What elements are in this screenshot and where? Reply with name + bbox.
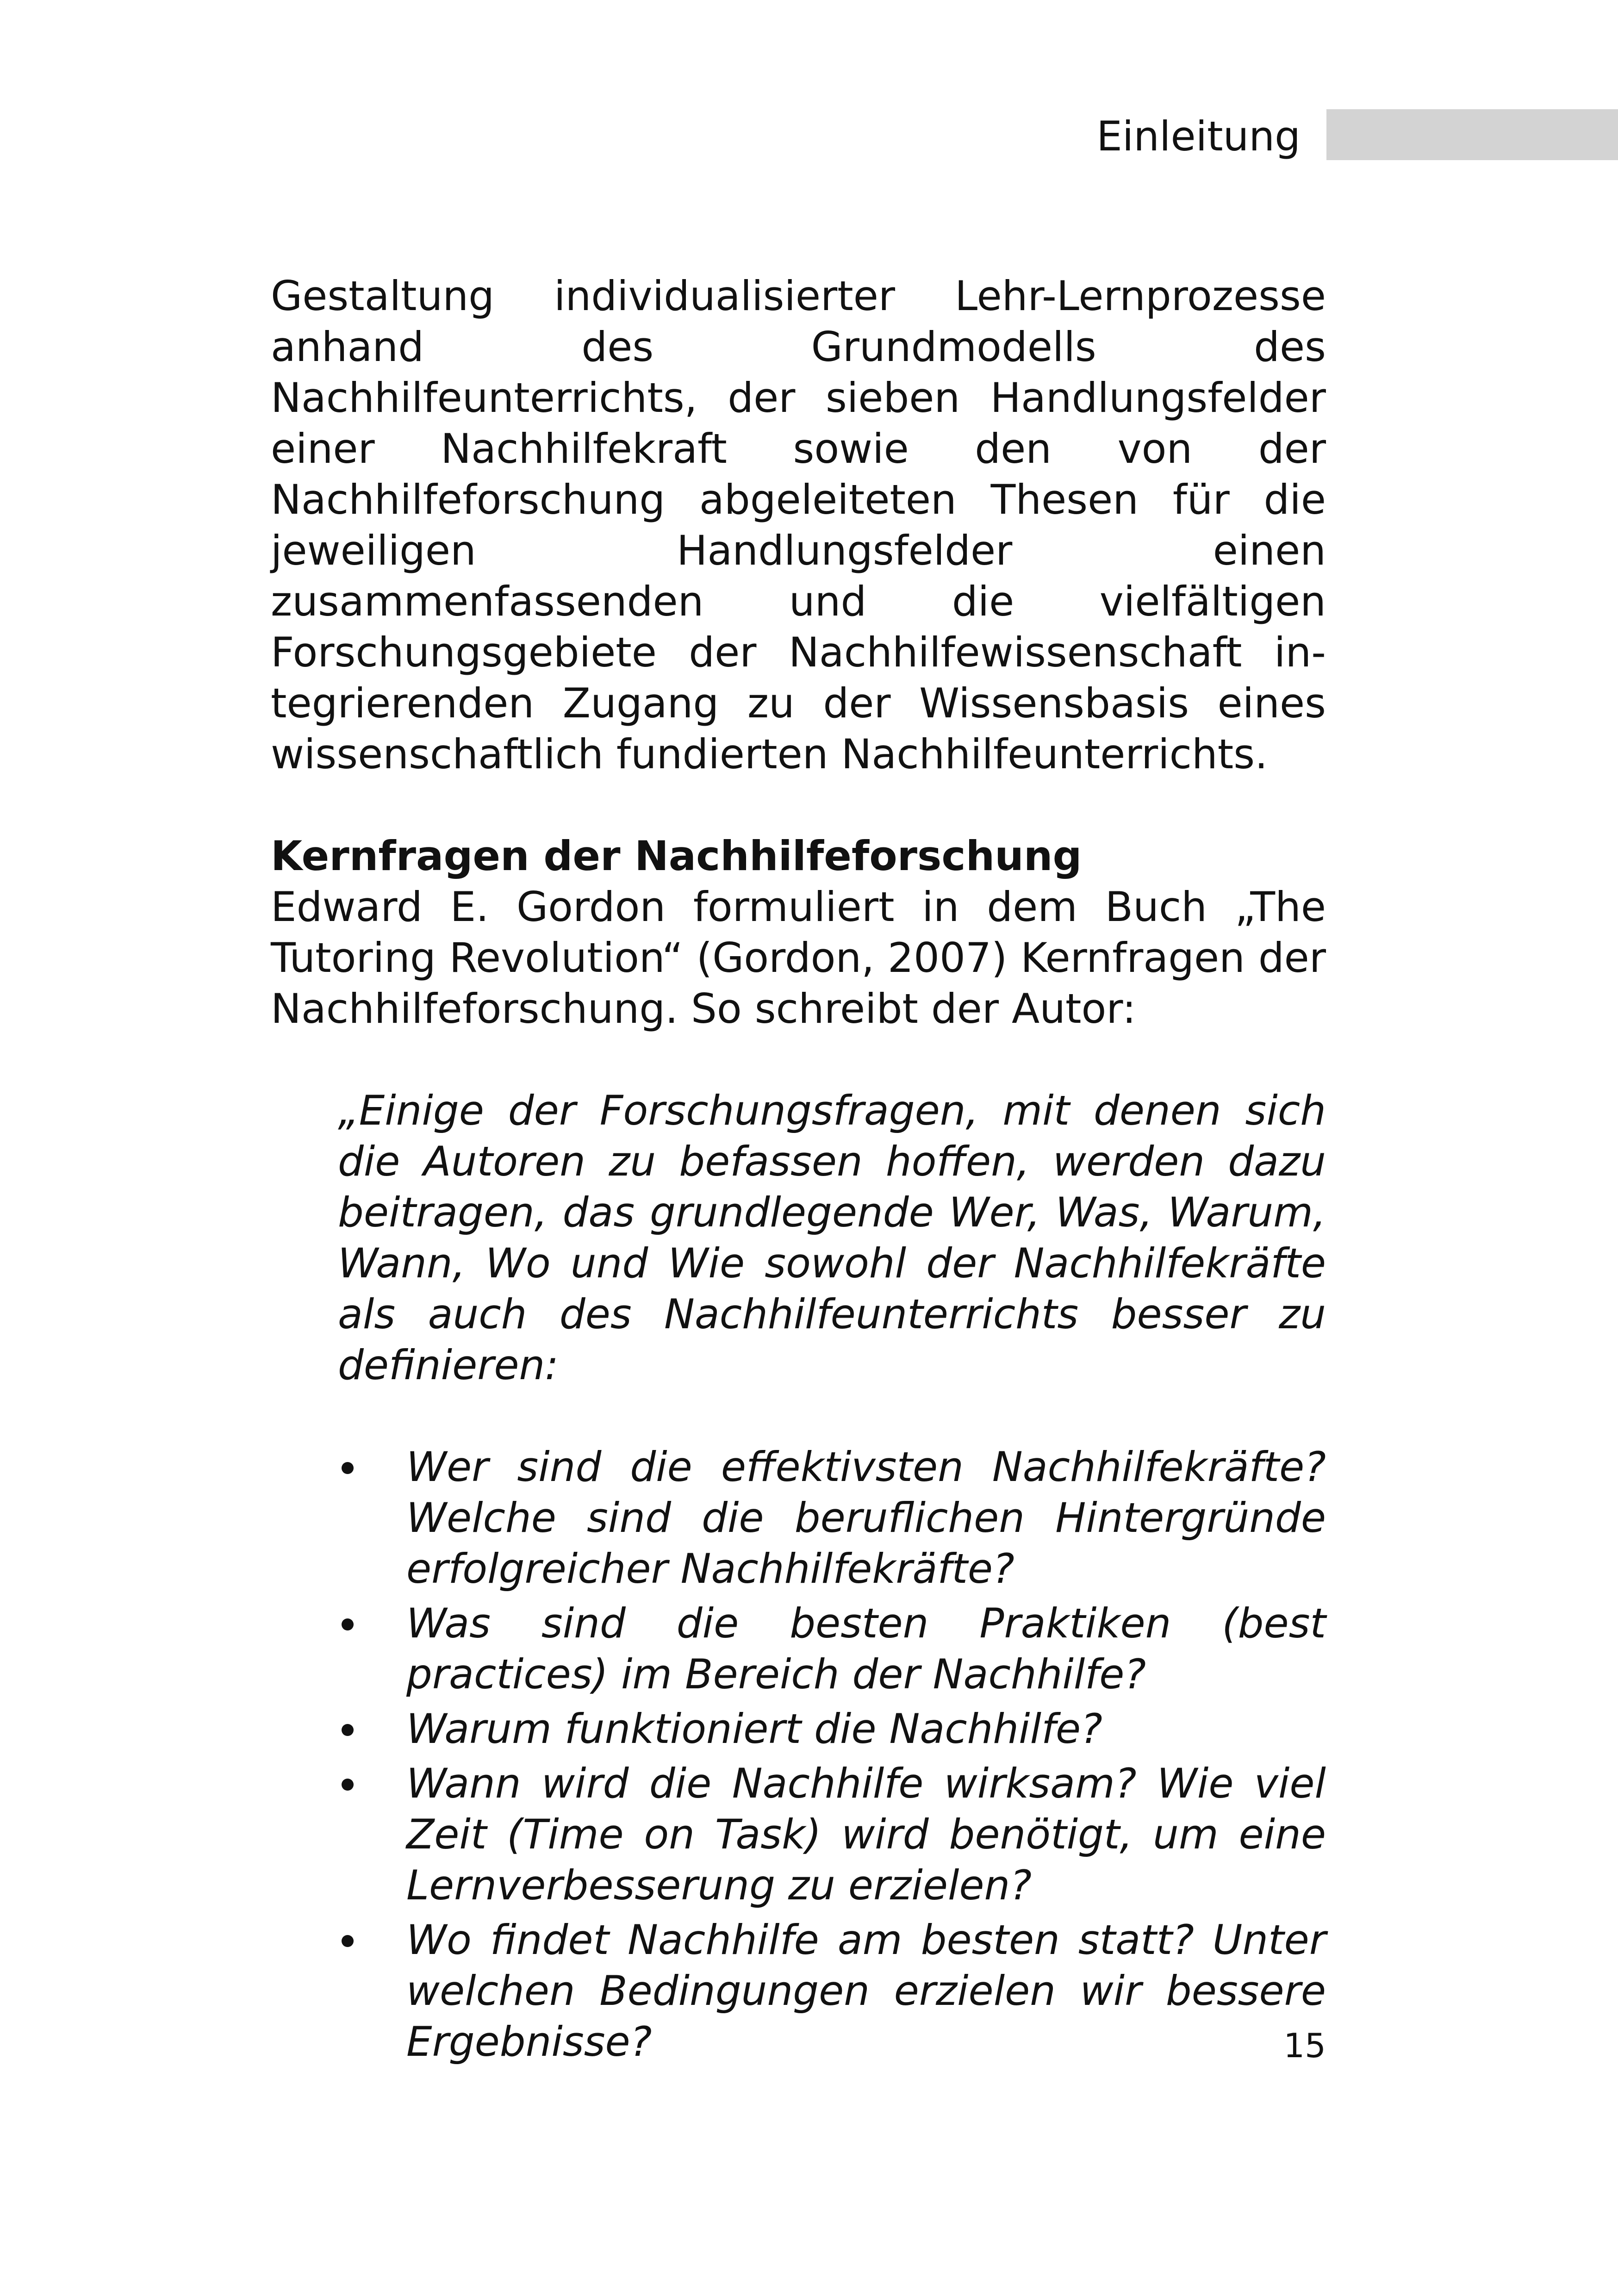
list-item — [338, 1704, 1326, 1755]
question-text: Was sind die besten Praktiken (best practices) im Bereich der Nachhilfe? — [406, 1599, 1326, 1698]
list-item — [338, 1758, 1326, 1911]
question-list — [338, 1442, 1326, 2067]
section-paragraph: Edward E. Gordon formuliert in dem Buch „The Tutoring Revolution“ (Gordon, 2007) Kernfragen der Nachhilfeforschung. So schreibt der Autor: — [271, 883, 1326, 1033]
question-text: Wann wird die Nachhilfe wirksam? Wie viel Zeit (Time on Task) wird benötigt, um eine Lernverbesserung zu erzielen? — [406, 1760, 1326, 1909]
page-number: 15 — [1283, 2026, 1326, 2065]
header-tab-bar — [1326, 109, 1618, 160]
bullet-icon — [342, 1779, 354, 1791]
list-item — [338, 1915, 1326, 2067]
list-item — [338, 1598, 1326, 1700]
bullet-icon — [342, 1935, 354, 1947]
running-head-title: Einleitung — [1096, 112, 1301, 160]
intro-paragraph: Gestaltung individualisierter Lehr-Lernprozesse anhand des Grundmodells des Nachhilfeunterrichts, der sieben Handlungsfelder einer Nachhilfekraft sowie den von der Nachhilfeforschung abgeleiteten Thesen für die jeweiligen Handlungsfelder einen zusammenfassenden und die vielfältigen Forschungsgebiete der Nachhilfewissenschaft integrierenden Zugang zu der Wissensbasis eines wissenschaftlich fundierten Nachhilfeunterrichts. — [271, 272, 1326, 778]
bullet-icon — [342, 1462, 354, 1474]
block-quote: „Einige der Forschungsfragen, mit denen sich die Autoren zu befassen hoffen, werden dazu beitragen, das grundlegende Wer, Was, Warum, Wann, Wo und Wie sowohl der Nachhilfekräfte als auch des Nachhilfeunterrichts besser zu definieren: — [338, 1087, 1326, 1389]
question-text: Wo findet Nachhilfe am besten statt? Unter welchen Bedingungen erzielen wir bessere Ergebnisse? — [406, 1916, 1326, 2066]
bullet-icon — [342, 1618, 354, 1630]
question-text: Warum funktioniert die Nachhilfe? — [406, 1705, 1102, 1753]
bullet-icon — [342, 1724, 354, 1736]
page-body — [271, 271, 1326, 2071]
question-text: Wer sind die effektivsten Nachhilfekräfte? Welche sind die beruflichen Hintergründe erfolgreicher Nachhilfekräfte? — [406, 1443, 1326, 1593]
section-heading: Kernfragen der Nachhilfeforschung — [271, 832, 1082, 880]
list-item — [338, 1442, 1326, 1594]
